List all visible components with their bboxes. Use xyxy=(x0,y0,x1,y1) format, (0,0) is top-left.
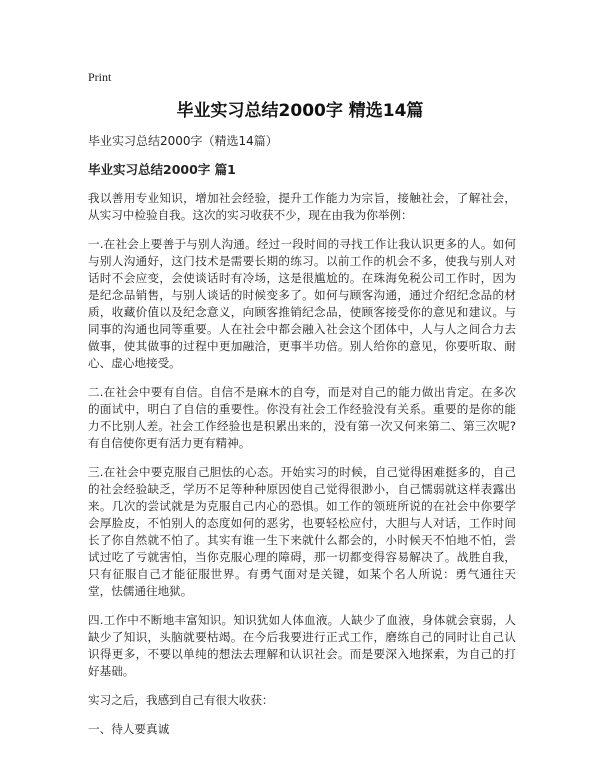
paragraph-point-4: 四.工作中不断地丰富知识。知识犹如人体血液。人缺少了血液，身体就会衰弱，人缺少了知识，头脑就要枯竭。在今后我要进行正式工作，磨练自己的同时让自己认识得更多，不要以单纯的想法去理解和认识社会。而是要深入地探索，为自己的打好基础。 xyxy=(88,613,516,678)
section-heading: 毕业实习总结2000字 篇1 xyxy=(88,162,236,177)
print-link[interactable]: Print xyxy=(88,70,112,84)
page-title: 毕业实习总结2000字 精选14篇 xyxy=(176,101,424,121)
paragraph-point-3: 三.在社会中要克服自己胆怯的心态。开始实习的时候，自己觉得困难挺多的，自己的社会经验缺乏，学历不足等种种原因使自己觉得很渺小，自己懦弱就这样表露出来。几次的尝试就是为克服自己内心的恐惧。如工作的领班所说的在社会中你要学会厚脸皮，不怕别人的态度如何的恶劣，也要轻松应付，大胆与人对话，工作时间长了你自然就不怕了。其实有谁一生下来就什么都会的，小时候天不怕地不怕，尝试过吃了亏就害怕，当你克服心理的障碍，那一切都变得容易解决了。战胜自我，只有征服自己才能征服世界。有勇气面对是关键，如某个名人所说：勇气通往天堂，怯儒通往地狱。 xyxy=(88,465,516,598)
article-subtitle: 毕业实习总结2000字（精选14篇） xyxy=(88,134,278,148)
paragraph-summary: 实习之后，我感到自己有很大收获： xyxy=(88,693,274,707)
paragraph-subheading: 一、待人要真诚 xyxy=(88,722,170,736)
article-body xyxy=(88,132,516,738)
paragraph-point-1: 一.在社会上要善于与别人沟通。经过一段时间的寻找工作让我认识更多的人。如何与别人沟通好，这门技术是需要长期的练习。以前工作的机会不多，使我与别人对话时不会应变，会使谈话时有冷场，这是很尴尬的。在珠海免税公司工作时，因为是纪念品销售，与别人谈话的时候变多了。如何与顾客沟通，通过介绍纪念品的材质，收藏价值以及纪念意义，向顾客推销纪念品，使顾客接受你的意见和建议。与同事的沟通也同等重要。人在社会中都会融入社会这个团体中，人与人之间合力去做事，使其做事的过程中更加融洽，更事半功倍。别人给你的意见，你要听取、耐心、虚心地接受。 xyxy=(88,237,516,370)
paragraph-point-2: 二.在社会中要有自信。自信不是麻木的自夸，而是对自己的能力做出肯定。在多次的面试中，明白了自信的重要性。你没有社会工作经验没有关系。重要的是你的能力不比别人差。社会工作经验也是积累出来的，没有第一次又何来第二、第三次呢?有自信使你更有活力更有精神。 xyxy=(88,385,516,450)
paragraph-intro: 我以善用专业知识，增加社会经验，提升工作能力为宗旨，接触社会，了解社会，从实习中检验自我。这次的实习收获不少，现在由我为你举例： xyxy=(88,191,516,222)
